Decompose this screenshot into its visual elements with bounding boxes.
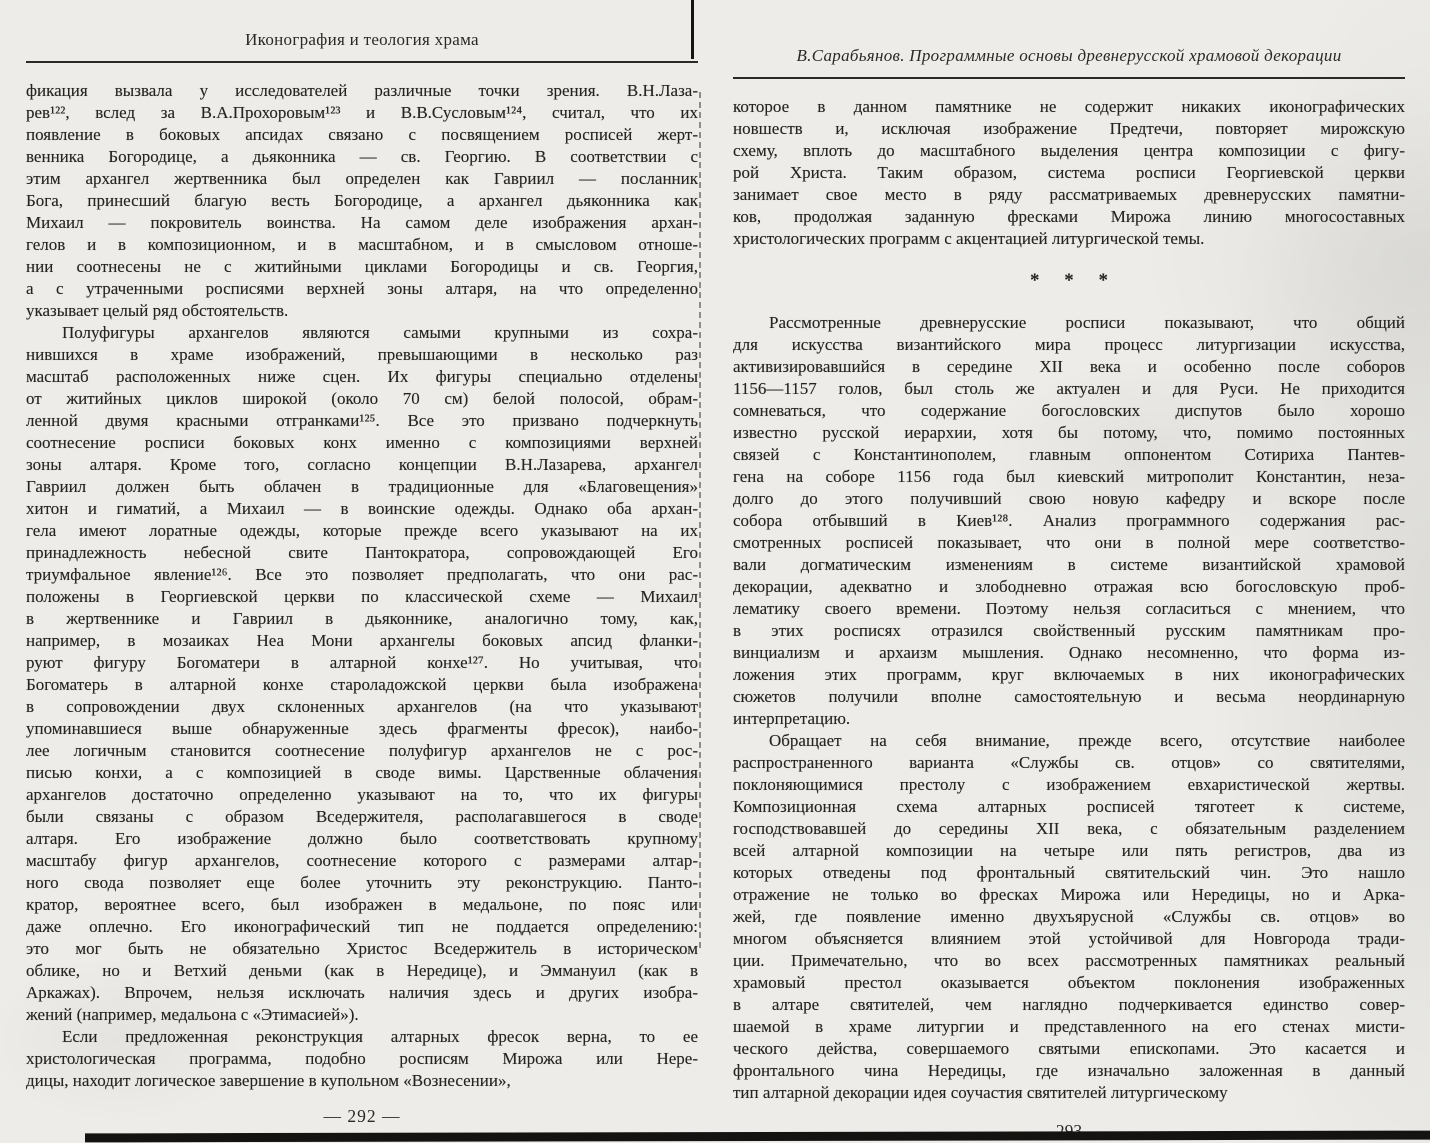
text-line: были связаны с образом Вседержителя, располагавшегося в своде <box>26 807 698 826</box>
text-line: рой Христа. Таким образом, система росписи Георгиевской церкви <box>733 163 1405 182</box>
text-line: масштаб расположенных ниже сцен. Их фигуры специально отделены <box>26 367 698 386</box>
text-line: фронтального чина Нередицы, где изначально заложенная в данный <box>733 1061 1405 1080</box>
text-line: всей алтарной композиции на четыре или пять регистров, два из <box>733 841 1405 860</box>
text-line: указывает целый ряд обстоятельств. <box>26 301 289 320</box>
page-left <box>26 30 698 1127</box>
text-line: жей, где появление именно двухъярусной «Службы св. отцов» во <box>733 907 1405 926</box>
text-line: которое в данном памятнике не содержит никаких иконографических <box>733 97 1405 116</box>
text-line: например, в мозаиках Неа Мони архангелы боковых апсид фланки- <box>26 631 698 650</box>
text-line: поклоняющимися престолу с изображением евхаристической жертвы. <box>733 775 1405 794</box>
text-line: Аркажах). Впрочем, нельзя исключать наличия здесь и других изобра- <box>26 983 698 1002</box>
gutter-line-top <box>691 0 694 59</box>
text-line: известно русской иерархии, хотя бы потому, что, помимо постоянных <box>733 423 1405 442</box>
text-line: ков, продолжая заданную фресками Мирожа линию многосоставных <box>733 207 1405 226</box>
text-line: смотренных росписей показывает, что они в полной мере соответство- <box>733 533 1405 552</box>
text-line: долго до этого получивший свою новую кафедру и вскоре после <box>733 489 1405 508</box>
text-line: храмовый престол оказывается объектом поклонения изображенных <box>733 973 1405 992</box>
text-line: собора отбывший в Киев¹²⁸. Анализ программного содержания рас- <box>733 511 1405 530</box>
text-line: писью конхи, а с композицией в своде вимы. Царственные облачения <box>26 763 698 782</box>
text-line: тип алтарной декорации идея соучастия святителей литургическому <box>733 1083 1228 1102</box>
text-line: кратор, вероятнее всего, был изображен в медальоне, по пояс или <box>26 895 698 914</box>
text-line: ленной двумя красными отгранками¹²⁵. Все это призвано подчеркнуть <box>26 411 698 430</box>
text-line: Бога, принесший благую весть Богородице, а архангел дьяконника как <box>26 191 698 210</box>
running-header-left: Иконография и теология храма <box>26 30 698 63</box>
text-line: Полуфигуры архангелов являются самыми крупными из сохра- <box>62 323 698 342</box>
text-line: в сопровождении двух склоненных архангелов (на что указывают <box>26 697 698 716</box>
text-line: архангелов достаточно определенно указывают на то, что их фигуры <box>26 785 698 804</box>
text-line: положены в Георгиевской церкви по классической схеме — Михаил <box>26 587 698 606</box>
text-line: лее логичным становится соотнесение полуфигур архангелов не с рос- <box>26 741 698 760</box>
text-line: многом объясняется влиянием этой устойчивой для Новгорода тради- <box>733 929 1405 948</box>
text-line: от житийных циклов широкой (около 70 см) белой полосой, обрам- <box>26 389 698 408</box>
text-line: Композиционная схема алтарных росписей тяготеет к системе, <box>733 797 1405 816</box>
text-line: активизировавшийся в середине XII века и особенно после соборов <box>733 357 1405 376</box>
text-line: шаемой в храме литургии и представленного на его стенах мисти- <box>733 1017 1405 1036</box>
text-line: зоны алтаря. Кроме того, согласно концепции В.Н.Лазарева, архангел <box>26 455 698 474</box>
text-line: отражение не только во фресках Мирожа или Нередицы, но и Арка- <box>733 885 1405 904</box>
text-line: занимает свое место в ряду рассматриваемых древнерусских памятни- <box>733 185 1405 204</box>
text-line: Рассмотренные древнерусские росписи показывают, что общий <box>769 313 1405 332</box>
text-line: это мог быть не обязательно Христос Вседержитель в историческом <box>26 939 698 958</box>
text-line: в алтаре святителей, чем наглядно подчеркивается единство совер- <box>733 995 1405 1014</box>
text-line: которых отведены под фронтальный святительский чин. Это нашло <box>733 863 1405 882</box>
text-line: хитон и гиматий, а Михаил — в воинские одежды. Однако оба архан- <box>26 499 698 518</box>
text-line: распространенного варианта «Службы св. отцов» со святителями, <box>733 753 1405 772</box>
text-line: лематику своего времени. Поэтому нельзя согласиться с мнением, что <box>733 599 1405 618</box>
text-line: этим архангел жертвенника был определен как Гавриил — посланник <box>26 169 698 188</box>
gutter-line-dashed <box>699 92 701 948</box>
text-line: венника Богородице, а дьяконника — св. Георгию. В соответствии с <box>26 147 698 166</box>
text-line: 1156—1157 голов, был столь же актуален и для Руси. Не приходится <box>733 379 1405 398</box>
text-line: ческого действа, совершаемого святыми епископами. Это касается и <box>733 1039 1405 1058</box>
text-line: фикация вызвала у исследователей различные точки зрения. В.Н.Лаза- <box>26 81 698 100</box>
text-line: ции. Примечательно, что во всех рассмотренных памятниках реальный <box>733 951 1405 970</box>
text-line: Михаил — покровитель воинства. На самом деле изображения архан- <box>26 213 698 232</box>
text-line: Обращает на себя внимание, прежде всего, отсутствие наиболее <box>769 731 1405 750</box>
text-line: в этих росписях отразился свойственный русским памятникам про- <box>733 621 1405 640</box>
text-line: схему, вплоть до масштабного выделения центра композиции с фигу- <box>733 141 1405 160</box>
text-line: алтаря. Его изображение должно было соответствовать крупному <box>26 829 698 848</box>
text-line: для искусства византийского мира процесс литургизации искусства, <box>733 335 1405 354</box>
text-line: рев¹²², вслед за В.А.Прохоровым¹²³ и В.В.Сусловым¹²⁴, считал, что их <box>26 103 698 122</box>
page-right <box>733 46 1405 1104</box>
text-line: соотнесение росписи боковых конх именно с композициями верхней <box>26 433 698 452</box>
text-line: нии соотнесены не с житийными циклами Богородицы и св. Георгия, <box>26 257 698 276</box>
text-line: триумфальное явление¹²⁶. Все это позволяет предполагать, что они рас- <box>26 565 698 584</box>
text-line: сомневаться, что содержание богословских диспутов было хорошо <box>733 401 1405 420</box>
text-line: связей с Константинополем, главным оппонентом Сотириха Пантев- <box>733 445 1405 464</box>
text-line: облике, но и Ветхий деньми (как в Нередице), и Эммануил (как в <box>26 961 698 980</box>
text-line: дицы, находит логическое завершение в купольном «Вознесении», <box>26 1071 511 1090</box>
section-separator: * * * <box>1030 270 1118 291</box>
text-line: интерпретацию. <box>733 709 851 728</box>
text-line: упоминавшиеся выше обнаруженные здесь фрагменты фресок), наибо- <box>26 719 698 738</box>
text-line: декорации, адекватно и злободневно отражая всю богословскую проб- <box>733 577 1405 596</box>
text-line: Если предложенная реконструкция алтарных фресок верна, то ее <box>62 1027 698 1046</box>
text-line: гелов и в композиционном, и в масштабном, и в смысловом отноше- <box>26 235 698 254</box>
text-line: принадлежность небесной свите Пантократора, сопровождающей Его <box>26 543 698 562</box>
text-line: руют фигуру Богоматери в алтарной конхе¹²⁷. Но учитывая, что <box>26 653 698 672</box>
page-body-left <box>26 80 698 1092</box>
text-line: господствовавшей до середины XII века, с обязательным разделением <box>733 819 1405 838</box>
text-line: ложения этих программ, круг включаемых в них иконографических <box>733 665 1405 684</box>
page-number-left: — 292 — <box>323 1106 401 1126</box>
text-line: ного свода позволяет еще более уточнить эту реконструкцию. Панто- <box>26 873 698 892</box>
text-line: Гавриил должен быть облачен в традиционные для «Благовещения» <box>26 477 698 496</box>
text-line: нившихся в храме изображений, превышающими в несколько раз <box>26 345 698 364</box>
text-line: новшеств и, исключая изображение Предтечи, повторяет мирожскую <box>733 119 1405 138</box>
text-line: а с утраченными росписями верхней зоны алтаря, на что определенно <box>26 279 698 298</box>
text-line: сюжетов получили вполне самостоятельную и весьма неординарную <box>733 687 1405 706</box>
text-line: винциализм и архаизм мышления. Однако несомненно, что форма из- <box>733 643 1405 662</box>
text-line: появление в боковых апсидах связано с посвящением росписей жерт- <box>26 125 698 144</box>
text-line: вали догматическим изменениям в системе византийской храмовой <box>733 555 1405 574</box>
text-line: жений (например, медальона с «Этимасией»). <box>26 1005 359 1024</box>
text-line: даже оплечно. Его иконографический тип не поддается определению: <box>26 917 698 936</box>
text-line: христологических программ с акцентацией литургической темы. <box>733 229 1205 248</box>
text-line: гена на соборе 1156 года был киевский митрополит Константин, неза- <box>733 467 1405 486</box>
text-line: масштабу фигур архангелов, соотнесение которого с размерами алтар- <box>26 851 698 870</box>
text-line: христологическая программа, подобно росписям Мирожа или Нере- <box>26 1049 698 1068</box>
page-body-right <box>733 96 1405 1104</box>
text-line: гела имеют лоратные одежды, которые прежде всего указывают на их <box>26 521 698 540</box>
text-line: Богоматерь в алтарной конхе староладожской церкви была изображена <box>26 675 698 694</box>
running-header-right: В.Сарабьянов. Программные основы древнерусской храмовой декорации <box>733 46 1405 79</box>
text-line: в жертвеннике и Гавриил в дьяконнике, аналогично тому, как, <box>26 609 698 628</box>
